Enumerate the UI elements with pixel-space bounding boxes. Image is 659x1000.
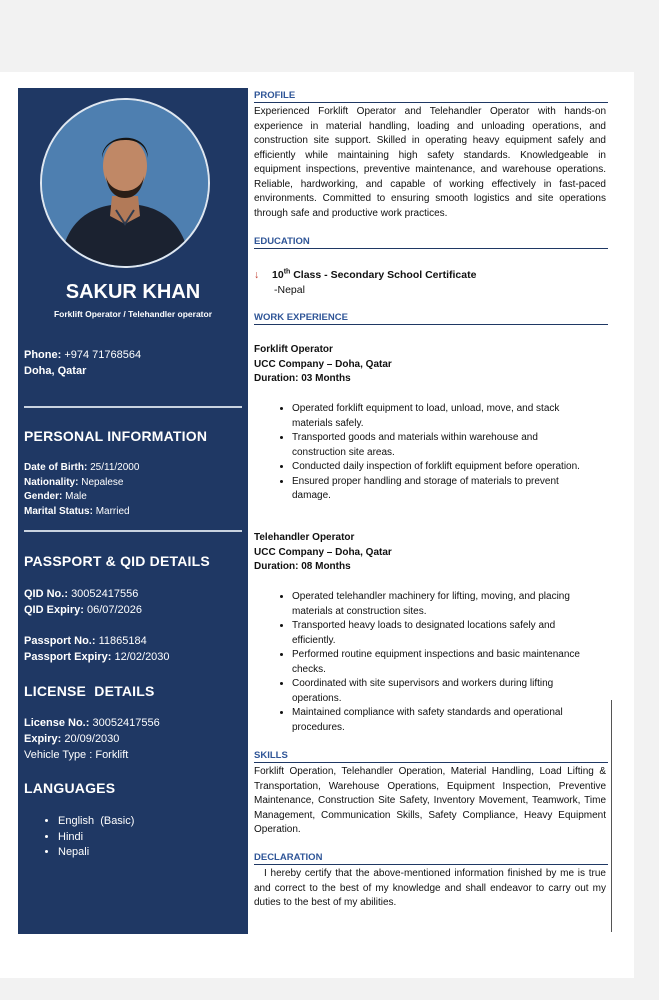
education-degree: Class - Secondary School Certificate	[290, 268, 477, 281]
job-company: UCC Company – Doha, Qatar	[254, 547, 392, 558]
language-item: • Nepali	[58, 845, 134, 861]
education-entry	[254, 264, 606, 298]
profile-text: Experienced Forklift Operator and Telehandler Operator with hands-on experience in material handling, loading and unloading operations, and construction site support. Skilled in operating heavy equipment safely and efficiently while maintaining high safety standards. Knowledgeable in equipment inspections, preventive maintenance, and warehouse operations. Reliable, hardworking, and capable of working effectively in fast-paced environments. Committed to ensuring smooth logistics and site operations through safe and productive work practices.	[254, 106, 606, 219]
gender-value: Male	[65, 491, 87, 502]
qid-expiry-label: QID Expiry:	[24, 604, 84, 616]
list-item: • Coordinated with site supervisors and workers during lifting operations.	[292, 677, 592, 706]
education-bullet-icon: ↓	[254, 268, 260, 281]
license-number-line	[24, 716, 160, 731]
avatar	[40, 98, 210, 268]
phone-value: +974 71768564	[64, 349, 142, 361]
gender-line	[24, 490, 87, 504]
license-number-value: 30052417556	[92, 717, 160, 729]
nationality-value: Nepalese	[81, 477, 124, 488]
education-degree-num: 10	[272, 268, 284, 281]
list-item: • Transported goods and materials within warehouse and construction site areas.	[292, 431, 592, 460]
nationality-line	[24, 476, 124, 490]
qid-expiry-value: 06/07/2026	[86, 604, 143, 616]
candidate-title: Forklift Operator / Telehandler operator	[53, 309, 213, 319]
profile-photo-icon	[42, 100, 208, 266]
qid-line	[24, 587, 138, 602]
list-item: • Ensured proper handling and storage of materials to prevent damage.	[292, 475, 592, 504]
dob-line	[24, 461, 139, 475]
list-item: • Conducted daily inspection of forklift equipment before operation.	[292, 460, 592, 475]
license-expiry-line	[24, 732, 119, 747]
passport-expiry-value: 12/02/2030	[114, 651, 170, 663]
marital-line	[24, 505, 130, 519]
job-title: Telehandler Operator	[254, 532, 355, 543]
divider	[24, 406, 242, 408]
phone-line	[24, 348, 141, 363]
qid-label: QID No.:	[24, 588, 68, 600]
dob-label: Date of Birth:	[24, 462, 88, 473]
job-title: Forklift Operator	[254, 344, 333, 355]
job-duration: Duration: 03 Months	[254, 373, 351, 384]
vehicle-type: Vehicle Type : Forklift	[24, 749, 129, 761]
list-item: • Operated forklift equipment to load, unload, move, and stack materials safely.	[292, 402, 592, 431]
skills-heading: SKILLS	[254, 750, 608, 763]
education-degree-sup: th	[283, 268, 291, 275]
candidate-name: SAKUR KHAN	[65, 281, 201, 303]
job-duration: Duration: 08 Months	[254, 561, 351, 572]
dob-value: 25/11/2000	[90, 462, 140, 473]
gender-label: Gender:	[24, 491, 63, 502]
job-duties-list	[254, 590, 592, 735]
language-item: • Hindi	[58, 830, 134, 846]
marital-label: Marital Status:	[24, 506, 93, 517]
license-expiry-label: Expiry:	[24, 733, 62, 745]
languages-list	[40, 814, 134, 861]
sidebar	[18, 88, 248, 934]
nationality-label: Nationality:	[24, 477, 79, 488]
list-item: • Maintained compliance with safety standards and operational procedures.	[292, 706, 592, 735]
qid-expiry-line	[24, 603, 142, 618]
education-place: -Nepal	[274, 283, 305, 296]
license-heading: LICENSE DETAILS	[24, 683, 155, 699]
phone-label: Phone:	[24, 349, 62, 361]
work-experience-heading: WORK EXPERIENCE	[254, 312, 608, 325]
qid-value: 30052417556	[71, 588, 139, 600]
divider	[24, 530, 242, 532]
declaration-heading: DECLARATION	[254, 852, 608, 865]
job-duties-list	[254, 402, 592, 504]
list-item: • Operated telehandler machinery for lifting, moving, and placing materials at construction sites.	[292, 590, 592, 619]
profile-heading: PROFILE	[254, 90, 608, 103]
passport-label: Passport No.:	[24, 635, 96, 647]
location: Doha, Qatar	[24, 365, 87, 377]
passport-heading: PASSPORT & QID DETAILS	[24, 553, 210, 569]
marital-value: Married	[95, 506, 130, 517]
list-item: • Performed routine equipment inspections and basic maintenance checks.	[292, 648, 592, 677]
passport-line	[24, 634, 147, 649]
list-item: • Transported heavy loads to designated locations safely and efficiently.	[292, 619, 592, 648]
job-company: UCC Company – Doha, Qatar	[254, 359, 392, 370]
languages-heading: LANGUAGES	[24, 780, 116, 796]
license-number-label: License No.:	[24, 717, 90, 729]
passport-expiry-line	[24, 650, 170, 665]
passport-expiry-label: Passport Expiry:	[24, 651, 112, 663]
page-border-line	[611, 700, 612, 932]
personal-info-heading: PERSONAL INFORMATION	[24, 428, 208, 444]
passport-value: 11865184	[98, 635, 147, 647]
education-heading: EDUCATION	[254, 236, 608, 249]
language-item: • English (Basic)	[58, 814, 134, 830]
main-column	[254, 88, 608, 934]
license-expiry-value: 20/09/2030	[64, 733, 120, 745]
declaration-text: I hereby certify that the above-mentioned information finished by me is true and correct to the best of my knowledge and shall endeavor to carry out my duties to the best of my abilities.	[254, 868, 606, 908]
skills-text: Forklift Operation, Telehandler Operation, Material Handling, Load Lifting & Transportation, Warehouse Operations, Equipment Inspection, Preventive Maintenance, Construction Site Safety, Inventory Movement, Teamwork, Time Management, Communication Skills, Safety Compliance, Heavy Equipment Operation.	[254, 766, 606, 835]
